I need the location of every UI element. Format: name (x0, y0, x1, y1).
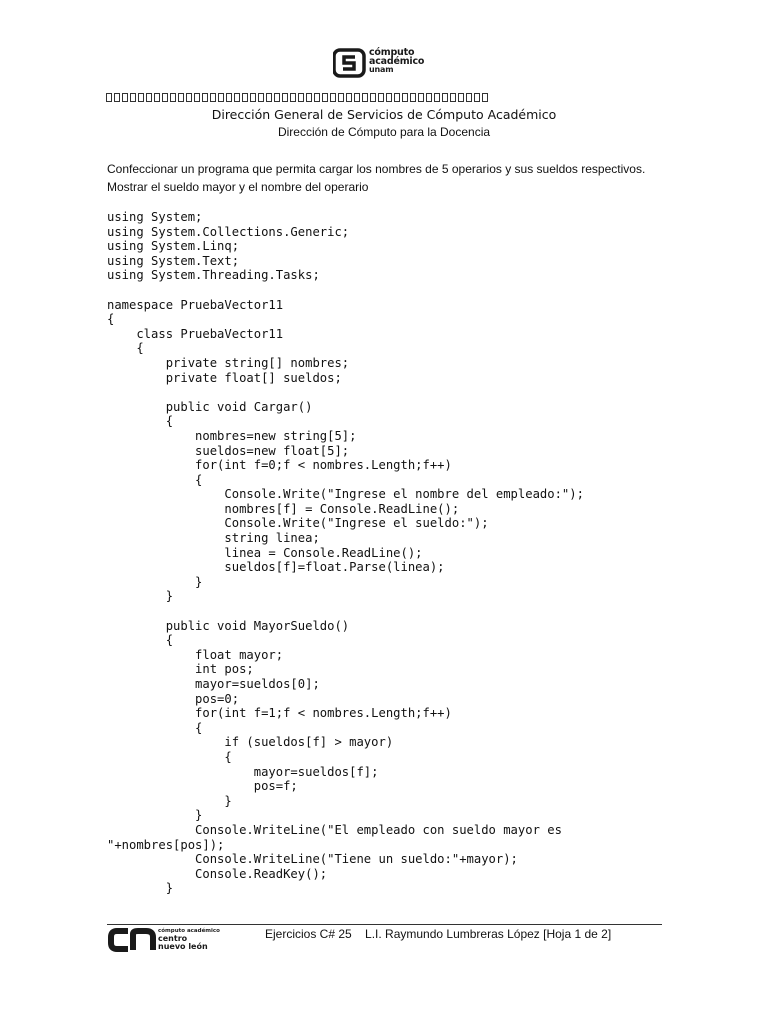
missing-glyph-box (146, 93, 152, 102)
missing-glyph-box (234, 93, 240, 102)
computo-academico-logo (333, 48, 441, 78)
code-line: private float[] sueldos; (107, 370, 342, 385)
code-line: for(int f=1;f < nombres.Length;f++) (107, 706, 452, 721)
missing-glyph-box (330, 93, 336, 102)
missing-glyph-box (122, 93, 128, 102)
code-line: mayor=sueldos[0]; (107, 677, 320, 691)
code-line: sueldos=new float[5]; (107, 443, 350, 458)
missing-glyph-box (202, 93, 208, 102)
code-line: Console.WriteLine("El empleado con sueldo mayor es (107, 822, 562, 837)
missing-glyph-box (402, 93, 408, 102)
missing-glyph-box (466, 93, 472, 102)
code-line: } (107, 881, 174, 896)
missing-glyph-box (346, 93, 352, 102)
code-line: using System; (107, 210, 203, 224)
missing-glyph-box (266, 93, 272, 102)
code-line: { (107, 414, 174, 429)
missing-glyph-box (178, 93, 184, 102)
page-title: Dirección General de Servicios de Cómputo Académico (211, 107, 557, 122)
missing-glyph-box (138, 93, 144, 102)
code-line: float mayor; (107, 647, 284, 662)
missing-glyph-box (306, 93, 312, 102)
code-line: } (107, 793, 232, 808)
missing-glyph-box (154, 93, 160, 102)
code-line: if (sueldos[f] > mayor) (107, 735, 394, 750)
missing-glyph-box (370, 93, 376, 102)
code-line: Console.Write("Ingrese el sueldo:"); (107, 516, 489, 531)
missing-glyph-box (322, 93, 328, 102)
missing-glyph-box (274, 93, 280, 102)
missing-glyph-box (314, 93, 320, 102)
missing-glyph-box (130, 93, 136, 102)
code-line: { (107, 472, 203, 487)
missing-glyph-box (362, 93, 368, 102)
missing-glyph-box (290, 93, 296, 102)
missing-glyph-box (426, 93, 432, 102)
missing-glyph-box (474, 93, 480, 102)
code-line: public void Cargar() (107, 399, 313, 414)
code-line: string linea; (107, 531, 320, 546)
missing-glyph-box (434, 93, 440, 102)
exercise-statement: Confeccionar un programa que permita cargar los nombres de 5 operarios y sus sueldos respectivos. Mostrar el sueldo mayor y el nombre del operario (107, 162, 646, 194)
missing-glyph-box (394, 93, 400, 102)
missing-glyph-box (186, 93, 192, 102)
code-line: for(int f=0;f < nombres.Length;f++) (107, 458, 452, 473)
code-line: Console.ReadKey(); (107, 866, 328, 881)
missing-glyph-box (338, 93, 344, 102)
code-line: { (107, 312, 115, 327)
footer-caption: Ejercicios C# 25 L.I. Raymundo Lumbreras López [Hoja 1 de 2] (265, 927, 612, 941)
missing-glyph-box (378, 93, 384, 102)
code-line: private string[] nombres; (107, 355, 350, 370)
missing-glyph-box (450, 93, 456, 102)
missing-glyph-box (218, 93, 224, 102)
cn-logo-mark-icon (108, 928, 156, 952)
missing-glyph-box (282, 93, 288, 102)
missing-glyph-box (386, 93, 392, 102)
code-line: public void MayorSueldo() (107, 618, 350, 633)
missing-glyph-box (482, 93, 488, 102)
missing-glyph-box (258, 93, 264, 102)
code-line: using System.Linq; (107, 239, 240, 254)
code-line: namespace PruebaVector11 (107, 297, 284, 312)
missing-glyph-box (226, 93, 232, 102)
missing-glyph-row (106, 93, 506, 105)
code-line: { (107, 341, 144, 356)
missing-glyph-box (106, 93, 112, 102)
missing-glyph-box (194, 93, 200, 102)
logo-wordmark (369, 49, 424, 75)
missing-glyph-box (210, 93, 216, 102)
code-line: pos=f; (107, 779, 298, 794)
code-line: class PruebaVector11 (107, 326, 284, 341)
code-line: } (107, 574, 203, 589)
logo-mark-icon (333, 48, 367, 78)
missing-glyph-box (298, 93, 304, 102)
code-line: "+nombres[pos]); (107, 837, 225, 852)
footer-logo-line-3: nuevo león (158, 941, 208, 951)
missing-glyph-box (162, 93, 168, 102)
footer-logo-wordmark (158, 928, 220, 951)
logo-line-2: académico (369, 55, 425, 67)
missing-glyph-box (242, 93, 248, 102)
footer-divider (107, 924, 662, 925)
code-line: using System.Threading.Tasks; (107, 268, 320, 283)
missing-glyph-box (410, 93, 416, 102)
code-line: Console.WriteLine("Tiene un sueldo:"+mayor); (107, 852, 518, 867)
missing-glyph-box (114, 93, 120, 102)
missing-glyph-box (354, 93, 360, 102)
footer-logo-line-1: cómputo académico (158, 928, 220, 934)
code-line: } (107, 589, 174, 604)
code-line: { (107, 633, 174, 648)
missing-glyph-box (418, 93, 424, 102)
code-line: } (107, 808, 203, 823)
centro-nuevo-leon-logo (108, 928, 226, 954)
code-line: mayor=sueldos[f]; (107, 764, 379, 779)
code-listing (107, 210, 584, 896)
code-line: { (107, 749, 232, 764)
missing-glyph-box (458, 93, 464, 102)
code-line: using System.Collections.Generic; (107, 224, 350, 239)
logo-line-3: unam (369, 65, 394, 74)
footer-logo-line-2: centro (158, 933, 188, 943)
code-line: nombres=new string[5]; (107, 428, 357, 443)
code-line: nombres[f] = Console.ReadLine(); (107, 501, 460, 516)
logo-line-1: cómputo (369, 47, 415, 58)
page-subtitle: Dirección de Cómputo para la Docencia (277, 125, 491, 139)
missing-glyph-box (250, 93, 256, 102)
missing-glyph-box (442, 93, 448, 102)
code-line: int pos; (107, 662, 254, 677)
code-line: sueldos[f]=float.Parse(linea); (107, 560, 445, 575)
code-line: pos=0; (107, 691, 240, 706)
code-line: { (107, 720, 203, 735)
code-line: linea = Console.ReadLine(); (107, 545, 423, 560)
code-line: Console.Write("Ingrese el nombre del empleado:"); (107, 487, 584, 502)
code-line: using System.Text; (107, 253, 240, 268)
missing-glyph-box (170, 93, 176, 102)
